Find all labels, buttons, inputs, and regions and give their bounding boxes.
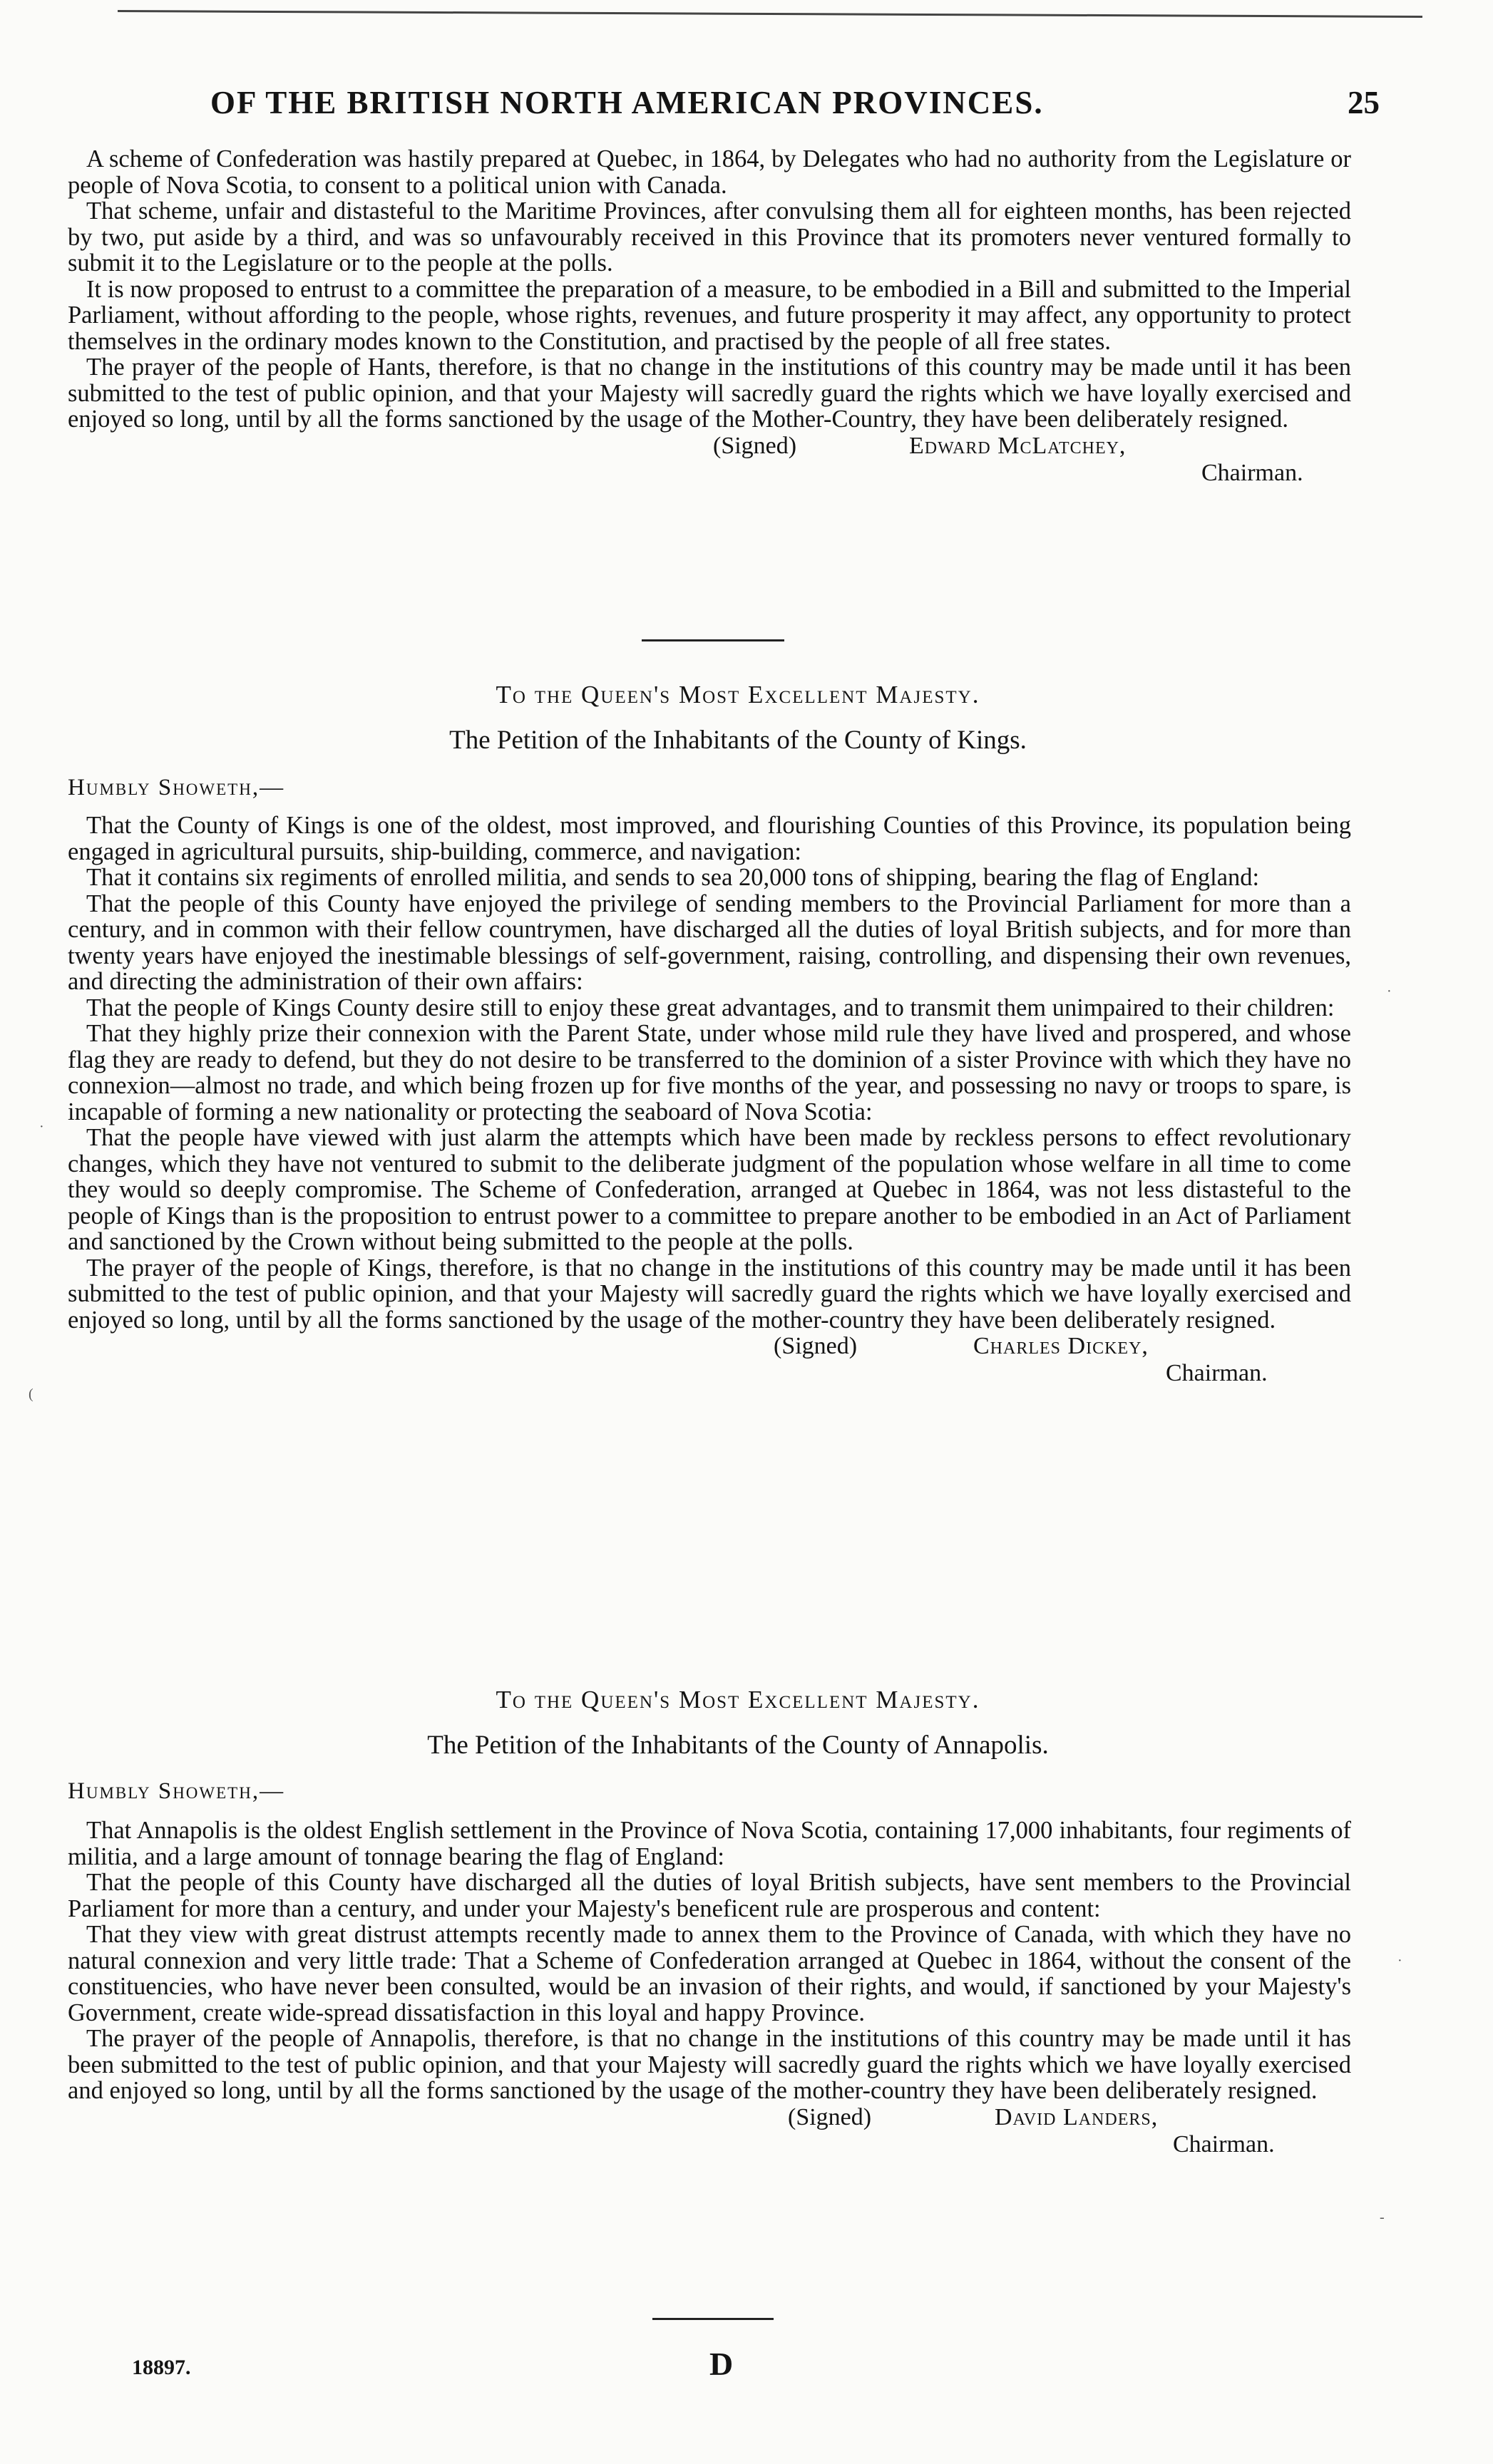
kings-salutation: Humbly Showeth,— — [68, 775, 285, 800]
paragraph: That they highly prize their connexion with the Parent State, under whose mild rule they have lived and prospered, and whose flag they are ready to defend, but they do not desire to be transferred to the dominion of a sister Province with which they have no connexion—almost no trade, and which being frozen up for five months of the year, and possessing no navy or troops to spare, is incapable of forming a new nationality or protecting the seaboard of Nova Scotia: — [68, 1020, 1351, 1125]
paragraph: The prayer of the people of Hants, therefore, is that no change in the institutions of this country may be made until it has been submitted to the test of public opinion, and that your Majesty will sacredly guard the rights which we have loyally exercised and enjoyed so long, until by all the forms sanctioned by the usage of the Mother-Country, they have been deliberately resigned. — [68, 354, 1351, 433]
paragraph: That it contains six regiments of enrolled militia, and sends to sea 20,000 tons of shipping, bearing the flag of England: — [86, 864, 1260, 891]
signature-mark: D — [709, 2346, 734, 2382]
signer-name: Edward McLatchey, — [909, 432, 1127, 459]
annapolis-salutation: Humbly Showeth,— — [68, 1778, 285, 1804]
paragraph: The prayer of the people of Kings, therefore, is that no change in the institutions of this country may be made until it has been submitted to the test of public opinion, and that your Majesty will sacredly guard the rights which we have loyally exercised and enjoyed so long, until by all the forms sanctioned by the usage of the mother-country they have been deliberately resigned. — [68, 1254, 1351, 1334]
paragraph: That they view with great distrust attempts recently made to annex them to the Province of Canada, with which they have no natural connexion and very little trade: That a Scheme of Confederation arranged at Quebec in 1864, without the consent of the constituencies, who have never been consulted, would be an invasion of their rights, and would, if sanctioned by your Majesty's Government, create wide-spread dissatisfaction in this loyal and happy Province. — [68, 1921, 1351, 2026]
margin-speck: · — [39, 1119, 44, 1135]
paragraph: That the people of this County have discharged all the duties of loyal British subjects, have sent members to the Provincial Parliament for more than a century, and under your Majesty's beneficent rule are prosperous and content: — [68, 1869, 1351, 1922]
signer-title: Chairman. — [1166, 1360, 1268, 1386]
signed-label: (Signed) — [788, 2103, 872, 2130]
chairman-line — [68, 460, 1351, 487]
paragraph: That the people have viewed with just alarm the attempts which have been made by reckless persons to effect revolutionary changes, which they have not ventured to submit to the deliberate judgment of the population whose welfare in all time to come they would so deeply compromise. The Scheme of Confederation, arranged at Quebec in 1864, was not less distasteful to the people of Kings than is the proposition to entrust power to a committee to prepare another to be embodied in an Act of Parliament and sanctioned by the Crown without being submitted to the people at the polls. — [68, 1124, 1351, 1255]
page-number: 25 — [1348, 85, 1380, 120]
annapolis-address: To the Queen's Most Excellent Majesty. — [496, 1686, 980, 1713]
paragraph: The prayer of the people of Annapolis, therefore, is that no change in the institutions of this country may be made until it has been submitted to the test of public opinion, and that your Majesty will sacredly guard the rights which we have loyally exercised and enjoyed so long, until by all the forms sanctioned by the usage of the mother-country they have been deliberately resigned. — [68, 2025, 1351, 2104]
signature-line — [68, 1333, 1351, 1360]
document-page — [29, 0, 1408, 2464]
running-header — [68, 84, 1408, 134]
paragraph: A scheme of Confederation was hastily prepared at Quebec, in 1864, by Delegates who had no authority from the Legislature or people of Nova Scotia, to consent to a political union with Canada. — [68, 145, 1351, 199]
signature-line — [68, 433, 1351, 460]
kings-petition — [68, 813, 1351, 1387]
paragraph: That the people of Kings County desire still to enjoy these great advantages, and to transmit them unimpaired to their children: — [86, 994, 1335, 1021]
margin-speck: · — [1397, 1953, 1402, 1969]
signer-name: David Landers, — [995, 2103, 1159, 2130]
paragraph: That scheme, unfair and distasteful to the Maritime Provinces, after convulsing them all for eighteen months, has been rejected by two, put aside by a third, and was so unfavourably received in this Province that its promoters never ventured formally to submit it to the Legislature or to the people at the polls. — [68, 197, 1351, 277]
signer-title: Chairman. — [1201, 459, 1303, 486]
signed-label: (Signed) — [774, 1333, 858, 1359]
signer-name: Charles Dickey, — [973, 1333, 1149, 1359]
annapolis-petition — [68, 1818, 1351, 2158]
paragraph: That Annapolis is the oldest English settlement in the Province of Nova Scotia, containing 17,000 inhabitants, four regiments of militia, and a large amount of tonnage bearing the flag of England: — [68, 1817, 1351, 1870]
kings-title: The Petition of the Inhabitants of the County of Kings. — [449, 726, 1027, 755]
top-border-rule — [118, 10, 1422, 18]
margin-speck: ( — [29, 1386, 34, 1402]
chairman-line — [68, 1360, 1351, 1387]
section-divider — [642, 639, 784, 641]
signed-label: (Signed) — [713, 432, 797, 459]
margin-speck: · — [1387, 984, 1392, 999]
running-title: OF THE BRITISH NORTH AMERICAN PROVINCES. — [210, 85, 1044, 120]
paragraph: That the County of Kings is one of the oldest, most improved, and flourishing Counties of this Province, its population being engaged in agricultural pursuits, ship-building, commerce, and navigation: — [68, 812, 1351, 865]
paragraph: It is now proposed to entrust to a committee the preparation of a measure, to be embodied in a Bill and submitted to the Imperial Parliament, without affording to the people, whose rights, revenues, and future prosperity it may affect, any opportunity to protect themselves in the ordinary modes known to the Constitution, and practised by the people of all free states. — [68, 275, 1351, 355]
signer-title: Chairman. — [1173, 2130, 1275, 2158]
chairman-line — [68, 2131, 1351, 2158]
margin-speck: - — [1380, 2210, 1385, 2225]
annapolis-title: The Petition of the Inhabitants of the County of Annapolis. — [427, 1731, 1049, 1760]
kings-address: To the Queen's Most Excellent Majesty. — [496, 681, 980, 708]
paragraph: That the people of this County have enjoyed the privilege of sending members to the Provincial Parliament for more than a century, and in common with their fellow countrymen, have discharged all the duties of loyal British subjects, and for more than twenty years have enjoyed the inestimable blessings of self-government, raising, controlling, and dispensing their own revenues, and directing the administration of their own affairs: — [68, 890, 1351, 995]
print-number: 18897. — [132, 2356, 191, 2379]
section-divider — [652, 2318, 774, 2320]
signature-line — [68, 2104, 1351, 2131]
hants-petition — [68, 146, 1351, 487]
